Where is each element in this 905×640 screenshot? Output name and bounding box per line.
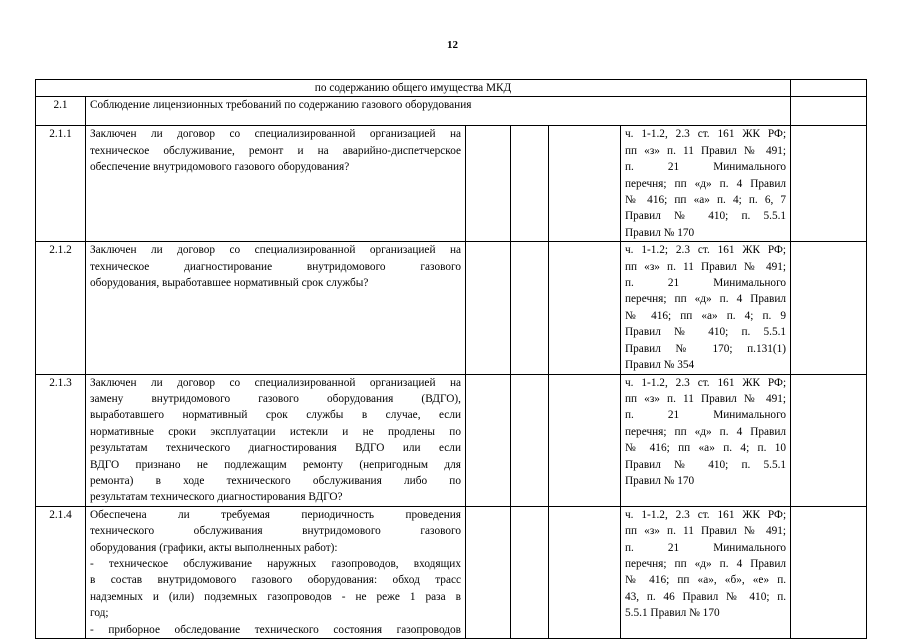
question-line: Заключен ли договор со специализированной организацией на xyxy=(90,128,461,141)
question-line: Обеспечена ли требуемая периодичность проведения xyxy=(90,508,461,521)
table-row xyxy=(36,374,867,506)
question-line: Заключен ли договор со специализированной организацией на xyxy=(90,244,461,257)
reference-line: № 416; пп «а» п. 4; п. 10 xyxy=(625,442,787,455)
reference-line: перечня; пп «д» п. 4 Правил xyxy=(625,293,787,306)
header-row-title: по содержанию общего имущества МКД xyxy=(36,80,791,97)
answer-yes-cell[interactable] xyxy=(466,242,511,374)
reference-line: № 416; пп «а» п. 4; п. 6, 7 xyxy=(625,194,787,207)
answer-na-cell[interactable] xyxy=(549,126,621,242)
reference-line: п. 21 Минимального xyxy=(625,541,787,554)
row-number: 2.1.1 xyxy=(36,126,86,242)
section-row xyxy=(36,97,867,126)
question-line: результатам технического диагностирования ВДГО или если xyxy=(90,442,461,455)
reference-line: перечня; пп «д» п. 4 Правил xyxy=(625,425,787,438)
section-notes-cell xyxy=(791,97,867,126)
section-number: 2.1 xyxy=(36,97,86,126)
reference-line: ч. 1-1.2, 2.3 ст. 161 ЖК РФ; xyxy=(625,508,787,521)
answer-yes-cell[interactable] xyxy=(466,126,511,242)
table-row xyxy=(36,126,867,242)
reference-line: п. 21 Минимального xyxy=(625,161,787,174)
row-number: 2.1.4 xyxy=(36,506,86,638)
reference-line: Правил № 410; п. 5.5.1 xyxy=(625,210,787,223)
reference-line: пп «з» п. 11 Правил № 491; xyxy=(625,392,787,405)
reference-line: пп «з» п. 11 Правил № 491; xyxy=(625,525,787,538)
question-line: технического обслуживания внутридомового газового xyxy=(90,525,461,538)
answer-yes-cell[interactable] xyxy=(466,506,511,638)
answer-no-cell[interactable] xyxy=(511,126,549,242)
reference-line: ч. 1-1.2; 2.3 ст. 161 ЖК РФ; xyxy=(625,244,787,257)
answer-no-cell[interactable] xyxy=(511,242,549,374)
question-cell xyxy=(86,242,466,374)
row-number: 2.1.2 xyxy=(36,242,86,374)
question-line: обеспечение внутридомового газового оборудования? xyxy=(90,161,350,174)
reference-line: № 416; пп «а», «б», «е» п. xyxy=(625,574,787,587)
reference-line: Правил № 410; п. 5.5.1 xyxy=(625,458,787,471)
notes-cell[interactable] xyxy=(791,374,867,506)
answer-na-cell[interactable] xyxy=(549,242,621,374)
reference-line: 43, п. 46 Правил № 410; п. xyxy=(625,590,787,603)
reference-line: пп «з» п. 11 Правил № 491; xyxy=(625,260,787,273)
reference-line: Правил № 354 xyxy=(625,359,695,372)
section-title: Соблюдение лицензионных требований по содержанию газового оборудования xyxy=(86,97,791,126)
reference-line: перечня; пп «д» п. 4 Правил xyxy=(625,177,787,190)
question-line: оборудования (графики, акты выполненных работ): xyxy=(90,541,338,554)
question-line: год; xyxy=(90,607,109,620)
question-line: замену внутридомового газового оборудования (ВДГО), xyxy=(90,392,461,405)
answer-na-cell[interactable] xyxy=(549,506,621,638)
checklist-table xyxy=(35,79,867,639)
reference-cell xyxy=(621,374,791,506)
question-line: нормативные сроки эксплуатации истекли и не продлены по xyxy=(90,425,461,438)
notes-cell[interactable] xyxy=(791,506,867,638)
reference-line: № 416; пп «а» п. 4; п. 9 xyxy=(625,309,787,322)
question-line: надземных и (или) подземных газопроводов - не реже 1 раза в xyxy=(90,590,461,603)
question-line: техническое обслуживание, ремонт и на аварийно-диспетчерское xyxy=(90,144,461,157)
reference-line: п. 21 Минимального xyxy=(625,277,787,290)
reference-cell xyxy=(621,242,791,374)
question-line: техническое диагностирование внутридомового газового xyxy=(90,260,461,273)
header-row xyxy=(36,80,867,97)
answer-no-cell[interactable] xyxy=(511,506,549,638)
reference-line: ч. 1-1.2, 2.3 ст. 161 ЖК РФ; xyxy=(625,376,787,389)
reference-cell xyxy=(621,506,791,638)
question-line: выработавшего нормативный срок службы в случае, если xyxy=(90,409,461,422)
answer-na-cell[interactable] xyxy=(549,374,621,506)
question-line: - приборное обследование технического состояния газопроводов xyxy=(90,623,461,636)
answer-no-cell[interactable] xyxy=(511,374,549,506)
question-line: в состав внутридомового газового оборудования: обход трасс xyxy=(90,574,461,587)
table-row xyxy=(36,242,867,374)
reference-line: перечня; пп «д» п. 4 Правил xyxy=(625,557,787,570)
notes-cell[interactable] xyxy=(791,126,867,242)
question-cell xyxy=(86,374,466,506)
reference-line: ч. 1-1.2, 2.3 ст. 161 ЖК РФ; xyxy=(625,128,787,141)
question-cell xyxy=(86,506,466,638)
question-cell xyxy=(86,126,466,242)
reference-line: Правил № 170 xyxy=(625,226,695,239)
reference-line: Правил № 170 xyxy=(625,474,695,487)
question-line: - техническое обслуживание наружных газопроводов, входящих xyxy=(90,557,461,570)
question-line: ВДГО признано не подлежащим ремонту (непригодным для xyxy=(90,458,461,471)
reference-line: 5.5.1 Правил № 170 xyxy=(625,607,720,620)
notes-cell[interactable] xyxy=(791,242,867,374)
table-row xyxy=(36,506,867,638)
reference-cell xyxy=(621,126,791,242)
question-line: результатам технического диагностирования ВДГО? xyxy=(90,491,343,504)
question-line: Заключен ли договор со специализированной организацией на xyxy=(90,376,461,389)
answer-yes-cell[interactable] xyxy=(466,374,511,506)
page-number: 12 xyxy=(447,39,458,51)
reference-line: Правил № 170; п.131(1) xyxy=(625,342,787,355)
reference-line: п. 21 Минимального xyxy=(625,409,787,422)
question-line: оборудования, выработавшее нормативный срок службы? xyxy=(90,277,369,290)
row-number: 2.1.3 xyxy=(36,374,86,506)
question-line: ремонта) в ходе технического обслуживания либо по xyxy=(90,474,461,487)
header-row-notes-cell xyxy=(791,80,867,97)
reference-line: пп «з» п. 11 Правил № 491; xyxy=(625,144,787,157)
reference-line: Правил № 410; п. 5.5.1 xyxy=(625,326,787,339)
